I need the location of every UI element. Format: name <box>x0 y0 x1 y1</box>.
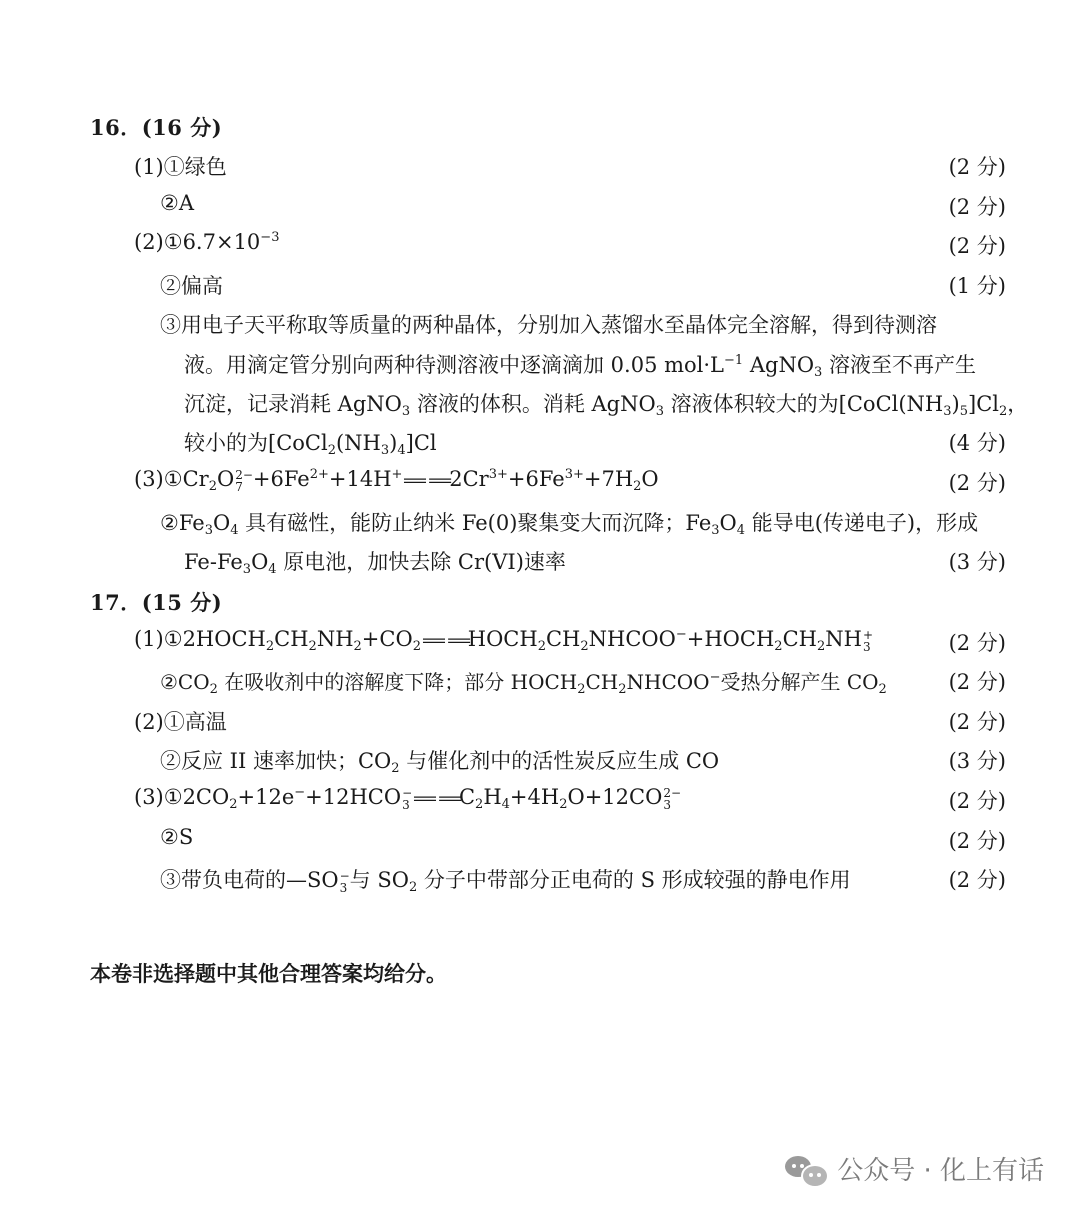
q17-2-1-answer: (2)①高温 <box>134 710 227 734</box>
q17-2-2-score: (3 分) <box>948 749 1006 773</box>
q17-3-1-score: (2 分) <box>948 789 1006 813</box>
grading-note: 本卷非选择题中其他合理答案均给分。 <box>90 961 447 986</box>
q16-2-3-answer-line-4: 较小的为$[CoCl_2(NH_3)_4]Cl$ <box>184 431 437 458</box>
q16-1-2-answer: ②A <box>160 191 194 215</box>
watermark <box>785 1150 1044 1187</box>
q17-2-2-answer: ②反应 II 速率加快；$CO_2$ 与催化剂中的活性炭反应生成 CO <box>160 749 720 776</box>
q16-2-3-answer-line-1: ③用电子天平称取等质量的两种晶体，分别加入蒸馏水至晶体完全溶解，得到待测溶 <box>160 313 937 337</box>
q16-2-2-score: (1 分) <box>948 274 1006 298</box>
q17-1-2-score: (2 分) <box>948 670 1006 694</box>
q16-2-1-score: (2 分) <box>948 234 1006 258</box>
q16-1-1-answer: (1)①绿色 <box>134 155 227 179</box>
q17-2-1-score: (2 分) <box>948 710 1006 734</box>
q17-3-1-equation: $(3)①2CO_2+12e^-+12HCO$ − 3 $==C_2H_4+4H_2O+12CO$ 2− 3 <box>134 785 682 812</box>
question-16-heading: 16．(16 分) <box>90 115 223 140</box>
q16-2-3-score: (4 分) <box>948 431 1006 455</box>
q17-3-3-answer: ③带负电荷的—SO − 3 与 $SO_2$ 分子中带部分正电荷的 S 形成较强的静电作用 <box>160 868 851 895</box>
question-17-heading: 17．(15 分) <box>90 590 223 615</box>
q16-2-1-answer: $(2)①6.7\times 10^{-3}$ <box>134 230 280 254</box>
q17-3-3-score: (2 分) <box>948 868 1006 892</box>
q16-1-2-score: (2 分) <box>948 195 1006 219</box>
watermark-text: 公众号 · 化上有话 <box>837 1156 1044 1186</box>
q16-2-3-answer-line-2: 液。用滴定管分别向两种待测溶液中逐滴滴加 0.05 $mol\cdot L^{-1}$ AgNO$_3$ 溶液至不再产生 <box>184 353 977 380</box>
q16-2-2-answer: ②偏高 <box>160 274 223 298</box>
q17-1-2-answer: $②CO_2$ 在吸收剂中的溶解度下降；部分 $HOCH_2CH_2NHCOO^-$受热分解产生 $CO_2$ <box>160 670 887 697</box>
q16-3-2-score: (3 分) <box>948 550 1006 574</box>
wechat-icon <box>785 1152 827 1186</box>
q17-3-2-answer: ②S <box>160 825 194 849</box>
q16-2-3-answer-line-3: 沉淀，记录消耗 AgNO$_3$ 溶液的体积。消耗 AgNO$_3$ 溶液体积较大的为$[CoCl(NH_3)_5]Cl_2$， <box>184 392 1029 419</box>
q16-3-1-equation: $(3)①Cr_2O$ 2− 7 $+6Fe^{2+}+14H^+==2Cr^{3+}+6Fe^{3+}+7H_2O$ <box>134 467 659 494</box>
q16-3-1-score: (2 分) <box>948 471 1006 495</box>
q17-3-2-score: (2 分) <box>948 829 1006 853</box>
q16-1-1-score: (2 分) <box>948 155 1006 179</box>
q17-1-1-score: (2 分) <box>948 631 1006 655</box>
q16-3-2-answer-line-2: $Fe-Fe_3O_4$ 原电池，加快去除 Cr(VI)速率 <box>184 550 566 577</box>
q17-1-1-equation: $(1)①2HOCH_2CH_2NH_2+CO_2==HOCH_2CH_2NHCOO^-+HOCH_2CH_2NH$ + 3 <box>134 627 873 654</box>
q16-3-2-answer-line-1: $②Fe_3O_4$ 具有磁性，能防止纳米 Fe(0)聚集变大而沉降；$Fe_3O_4$ 能导电(传递电子)，形成 <box>160 511 979 538</box>
